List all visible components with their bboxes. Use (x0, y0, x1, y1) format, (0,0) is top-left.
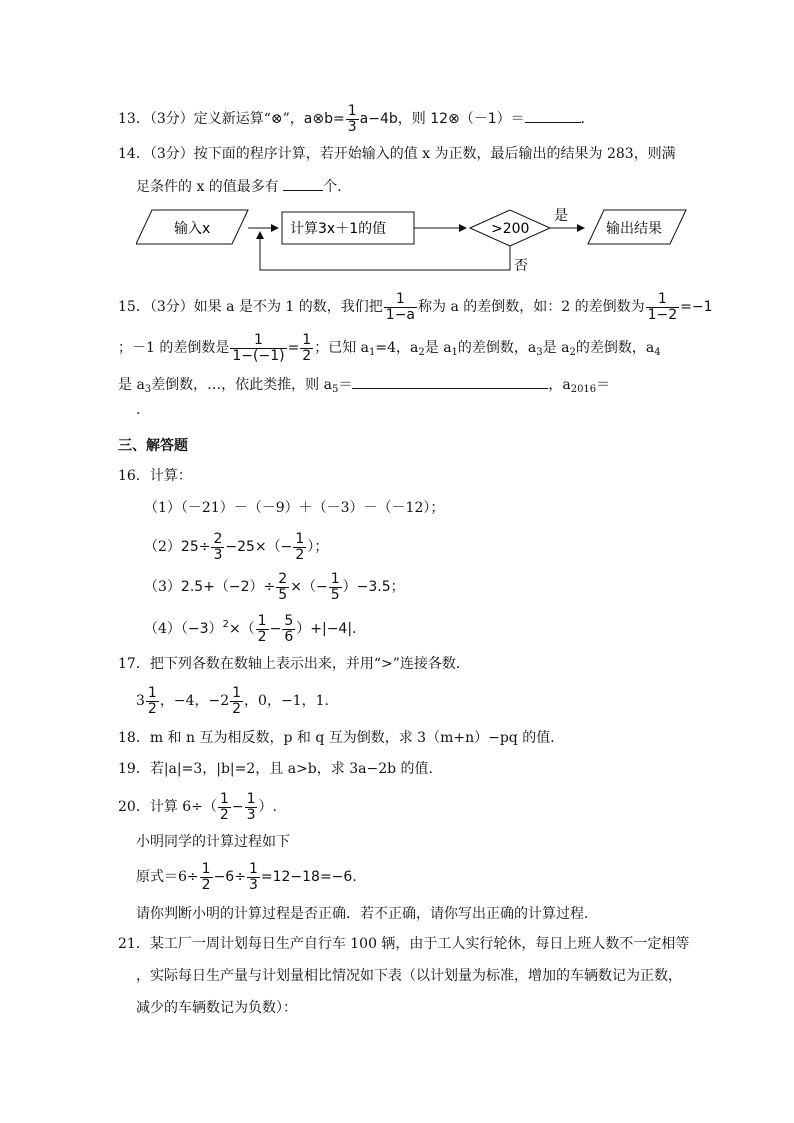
q16-part2: （2）25÷ $\frac{2}{3}$ −25×（− $\frac{1}{2}$ ）； (144, 531, 329, 563)
q13-expr-b: a−4b，则 12⊗（－1）＝ (359, 111, 525, 128)
question-14-line2: 足条件的 x 的值最多有 个． (136, 176, 351, 197)
no-label: 否 (514, 258, 528, 274)
section-title: 三、解答题 (118, 438, 188, 454)
question-20: 20．计算 6÷（ $\frac{1}{2}$ − $\frac{1}{3}$ ）. (118, 791, 277, 823)
question-15-line3: 是 $a_3$差倒数，…，依此类推，则 $a_5=$ ，$a_{2016}=$ (118, 374, 610, 400)
question-15-line4: . (136, 402, 141, 418)
compute-label: 计算3x＋1的值 (290, 221, 387, 237)
question-18: 18．m 和 n 互为相反数，p 和 q 互为倒数，求 3（m+n）−pq 的值． (118, 730, 565, 746)
q14-answer-blank[interactable] (283, 176, 323, 191)
question-21-line1: 21．某工厂一周计划每日生产自行车 100 辆，由于工人实行轮休，每日上班人数不一定相等 (118, 936, 690, 952)
output-label: 输出结果 (606, 221, 662, 237)
question-15-line1: 15．（3分）如果 a 是不为 1 的数，我们把 $\frac{1}{1-a}$ 称为 a 的差倒数，如：2 的差倒数为 $\frac{1}{1-2}$ =−1 (118, 291, 713, 323)
q15-a5-blank[interactable] (352, 374, 548, 389)
question-17-title: 17．把下列各数在数轴上表示出来，并用“>”连接各数． (118, 656, 470, 672)
q17-numbers: 3 $\frac{1}{2}$ ，−4，−2 $\frac{1}{2}$ ，0，−1，1. (136, 685, 329, 717)
yes-label: 是 (554, 208, 568, 224)
question-21-line3: 减少的车辆数记为负数）： (136, 1000, 297, 1016)
program-flowchart (136, 208, 696, 278)
question-21-line2: ，实际每日生产量与计划量相比情况如下表（以计划量为标准，增加的车辆数记为正数， (136, 968, 682, 984)
question-15-line2: ；－1 的差倒数是 $\frac{1}{1-(-1)}$ = $\frac{1}{2}$ ；已知 $a_1=4$，$a_2$是 $a_1$的差倒数，$a_3$是 $a_2$的差倒数，$a_4$ (118, 332, 661, 364)
q13-fraction: $\frac{1}{3}$ (347, 103, 357, 135)
q20-line2: 小明同学的计算过程如下 (136, 834, 290, 850)
q20-line3: 原式＝6÷ $\frac{1}{2}$ −6÷ $\frac{1}{3}$ =12−18=−6. (136, 861, 357, 893)
arrow-loop (260, 232, 510, 270)
q13-text: 13．（3分）定义新运算“⊗”， (118, 111, 304, 128)
q13-answer-blank[interactable] (525, 108, 581, 123)
q16-part3: （3）2.5+（−2）÷ $\frac{2}{5}$ ×（− $\frac{1}{5}$ ）−3.5； (144, 571, 405, 603)
q20-line4: 请你判断小明的计算过程是否正确．若不正确，请你写出正确的计算过程． (136, 906, 598, 922)
q13-expr: a⊗b= (303, 111, 345, 128)
q16-part4: $(4)(-3)^2\times$（ $\frac{1}{2}$ − $\frac{5}{6}$ ）+|−4|. (144, 613, 357, 645)
input-label: 输入x (174, 221, 211, 237)
question-13: 13．（3分）定义新运算“⊗”，a⊗b= $\frac{1}{3}$ a−4b，则 12⊗（－1）＝ . (118, 103, 586, 135)
question-19: 19．若|a|=3，|b|=2，且 a>b，求 3a−2b 的值． (118, 761, 443, 777)
question-16-title: 16．计算： (118, 468, 192, 484)
question-14-line1: 14．（3分）按下面的程序计算，若开始输入的值 x 为正数，最后输出的结果为 283，则满 (118, 146, 676, 162)
condition-label: >200 (491, 221, 530, 237)
flowchart-svg (136, 208, 696, 278)
q16-part1: （1）（－21）－（－9）＋（－3）－（－12）； (144, 500, 445, 516)
